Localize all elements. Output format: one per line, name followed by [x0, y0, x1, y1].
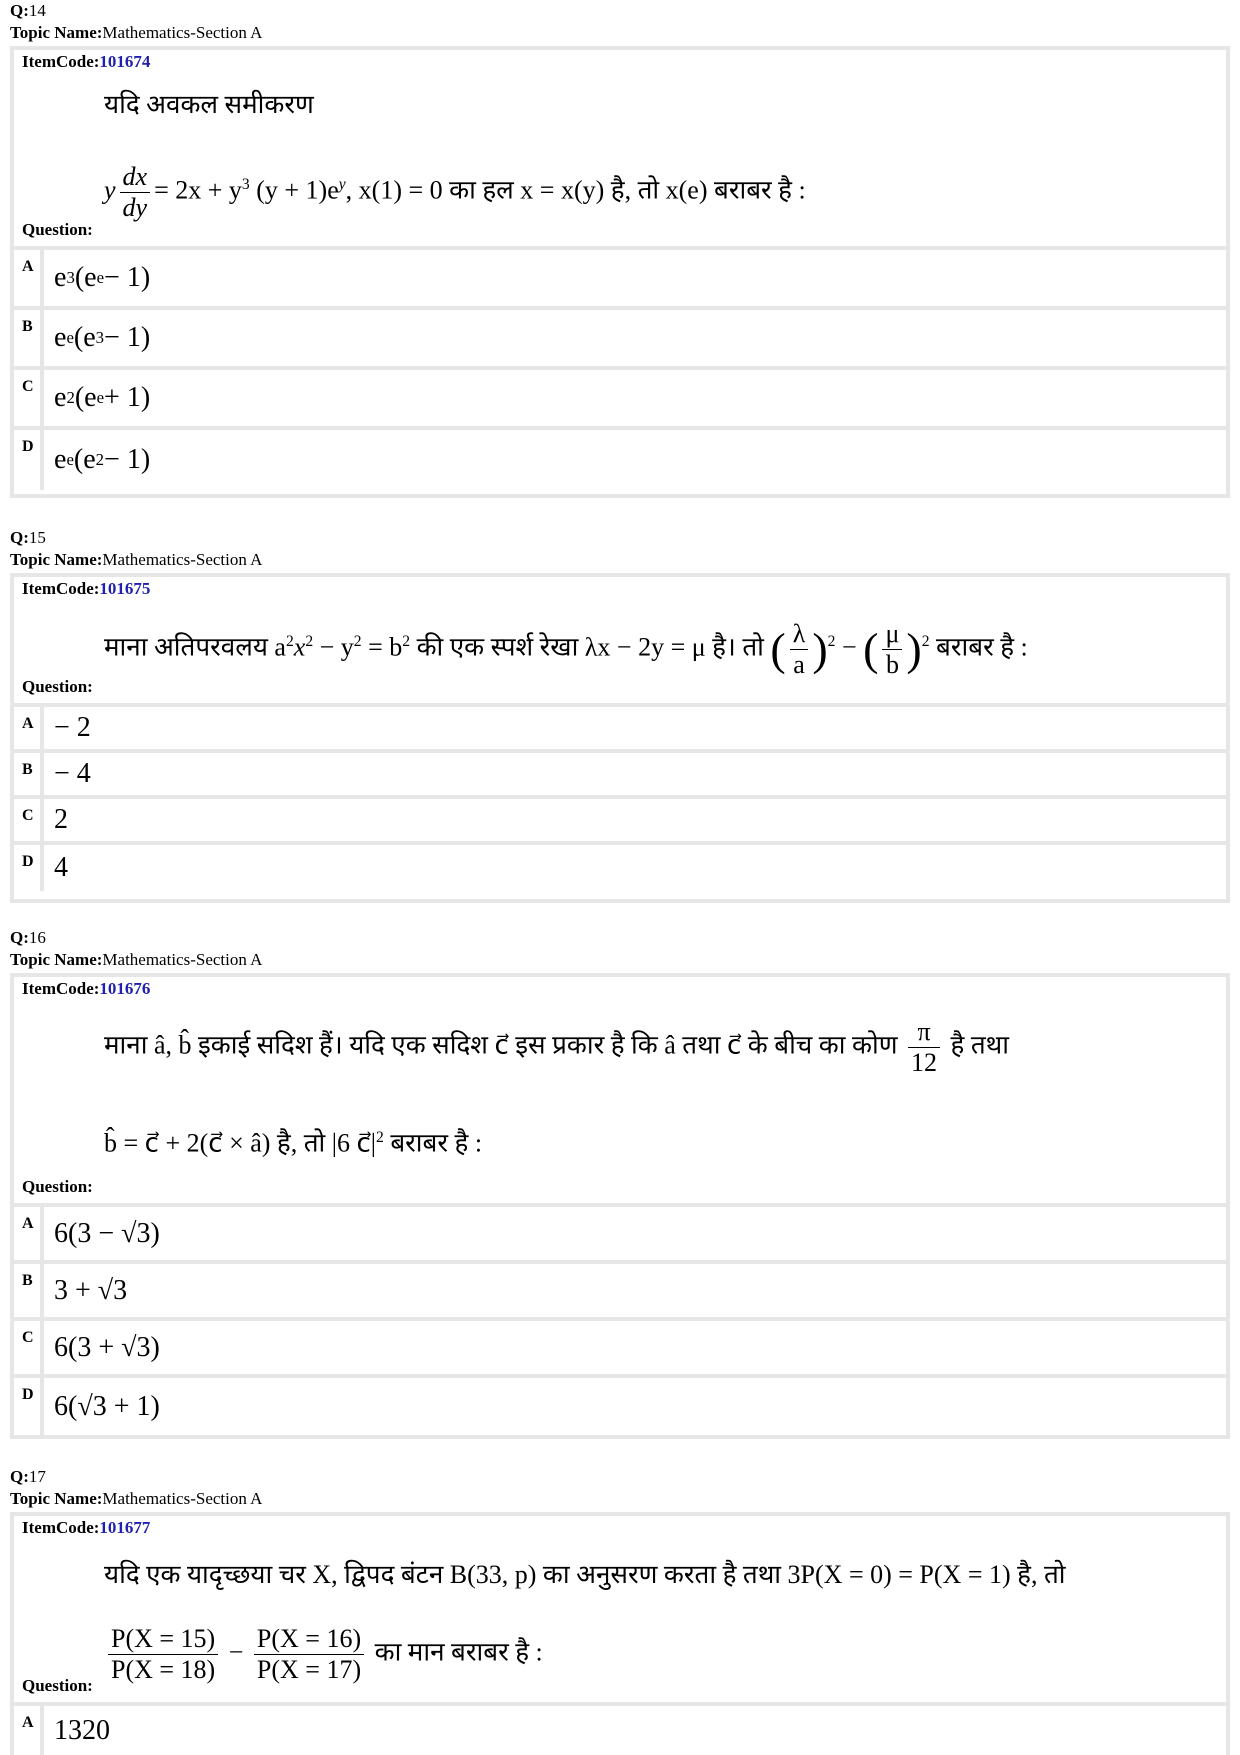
- question-label: Question:: [22, 677, 93, 696]
- option-d[interactable]: D 6(√3 + 1): [14, 1378, 1226, 1435]
- question-card-17: [10, 1512, 1230, 1755]
- question-text: यदि एक यादृच्छया चर X, द्विपद बंटन B(33, p) का अनुसरण करता है तथा 3P(X = 0) = P(X = 1) है, तो: [104, 1560, 1066, 1589]
- option-b[interactable]: B e e (e 3 − 1): [14, 310, 1226, 370]
- question-header-14: Q:14 Topic Name:Mathematics-Section A: [10, 1, 263, 42]
- option-b[interactable]: B 3 + √3: [14, 1264, 1226, 1321]
- option-b[interactable]: B − 4: [14, 753, 1226, 799]
- question-header-16: Q:16 Topic Name:Mathematics-Section A: [10, 928, 263, 969]
- question-card-15: [10, 573, 1230, 903]
- question-equation: b̂ = c⃗ + 2(c⃗ × â) है, तो |6 $c⃗|^2$ बराबर है :: [104, 1128, 483, 1158]
- option-c[interactable]: C e 2 (e e + 1): [14, 370, 1226, 430]
- option-a[interactable]: A − 2: [14, 707, 1226, 753]
- item-code: ItemCode:101674: [22, 52, 151, 71]
- option-a[interactable]: A e 3 (e e − 1): [14, 250, 1226, 310]
- question-label: Question:: [22, 220, 93, 239]
- question-card-16: [10, 973, 1230, 1439]
- item-code: ItemCode:101675: [22, 579, 151, 598]
- option-a[interactable]: A 6(3 − √3): [14, 1207, 1226, 1264]
- question-label: Question:: [22, 1177, 93, 1196]
- question-header-17: Q:17 Topic Name:Mathematics-Section A: [10, 1467, 263, 1508]
- question-equation: y $\frac{dx}{dy}$ = $2x + y^3$ $(y + 1)e^y$, x(1) = 0 का हल x = x(y) है, तो x(e) बराबर है :: [104, 162, 806, 222]
- question-text: माना अतिपरवलय $a^2x^2 - y^2 = b^2$ की एक स्पर्श रेखा λx − 2y = μ है। तो ( $\frac{\lambda}{a}$ )$^2$ − ( $\frac{\mu}{b}$ )$^2$ बराबर है :: [104, 619, 1028, 679]
- question-card-14: [10, 46, 1230, 498]
- question-equation: $\frac{P(X = 15)}{P(X = 18)}$ − $\frac{P(X = 16)}{P(X = 17)}$ का मान बराबर है :: [104, 1624, 543, 1685]
- option-c[interactable]: C 2: [14, 799, 1226, 845]
- question-header-15: Q:15 Topic Name:Mathematics-Section A: [10, 528, 263, 569]
- option-a[interactable]: A 1320: [14, 1706, 1226, 1755]
- question-label: Question:: [22, 1676, 93, 1695]
- option-c[interactable]: C 6(3 + √3): [14, 1321, 1226, 1378]
- item-code: ItemCode:101677: [22, 1518, 151, 1537]
- option-d[interactable]: D e e (e 2 − 1): [14, 430, 1226, 490]
- item-code: ItemCode:101676: [22, 979, 151, 998]
- question-text: यदि अवकल समीकरण: [104, 90, 314, 119]
- option-d[interactable]: D 4: [14, 845, 1226, 891]
- question-text: माना â, b̂ इकाई सदिश हैं। यदि एक सदिश c⃗ इस प्रकार है कि â तथा c⃗ के बीच का कोण $\frac{\pi}{12}$ है तथा: [104, 1017, 1009, 1077]
